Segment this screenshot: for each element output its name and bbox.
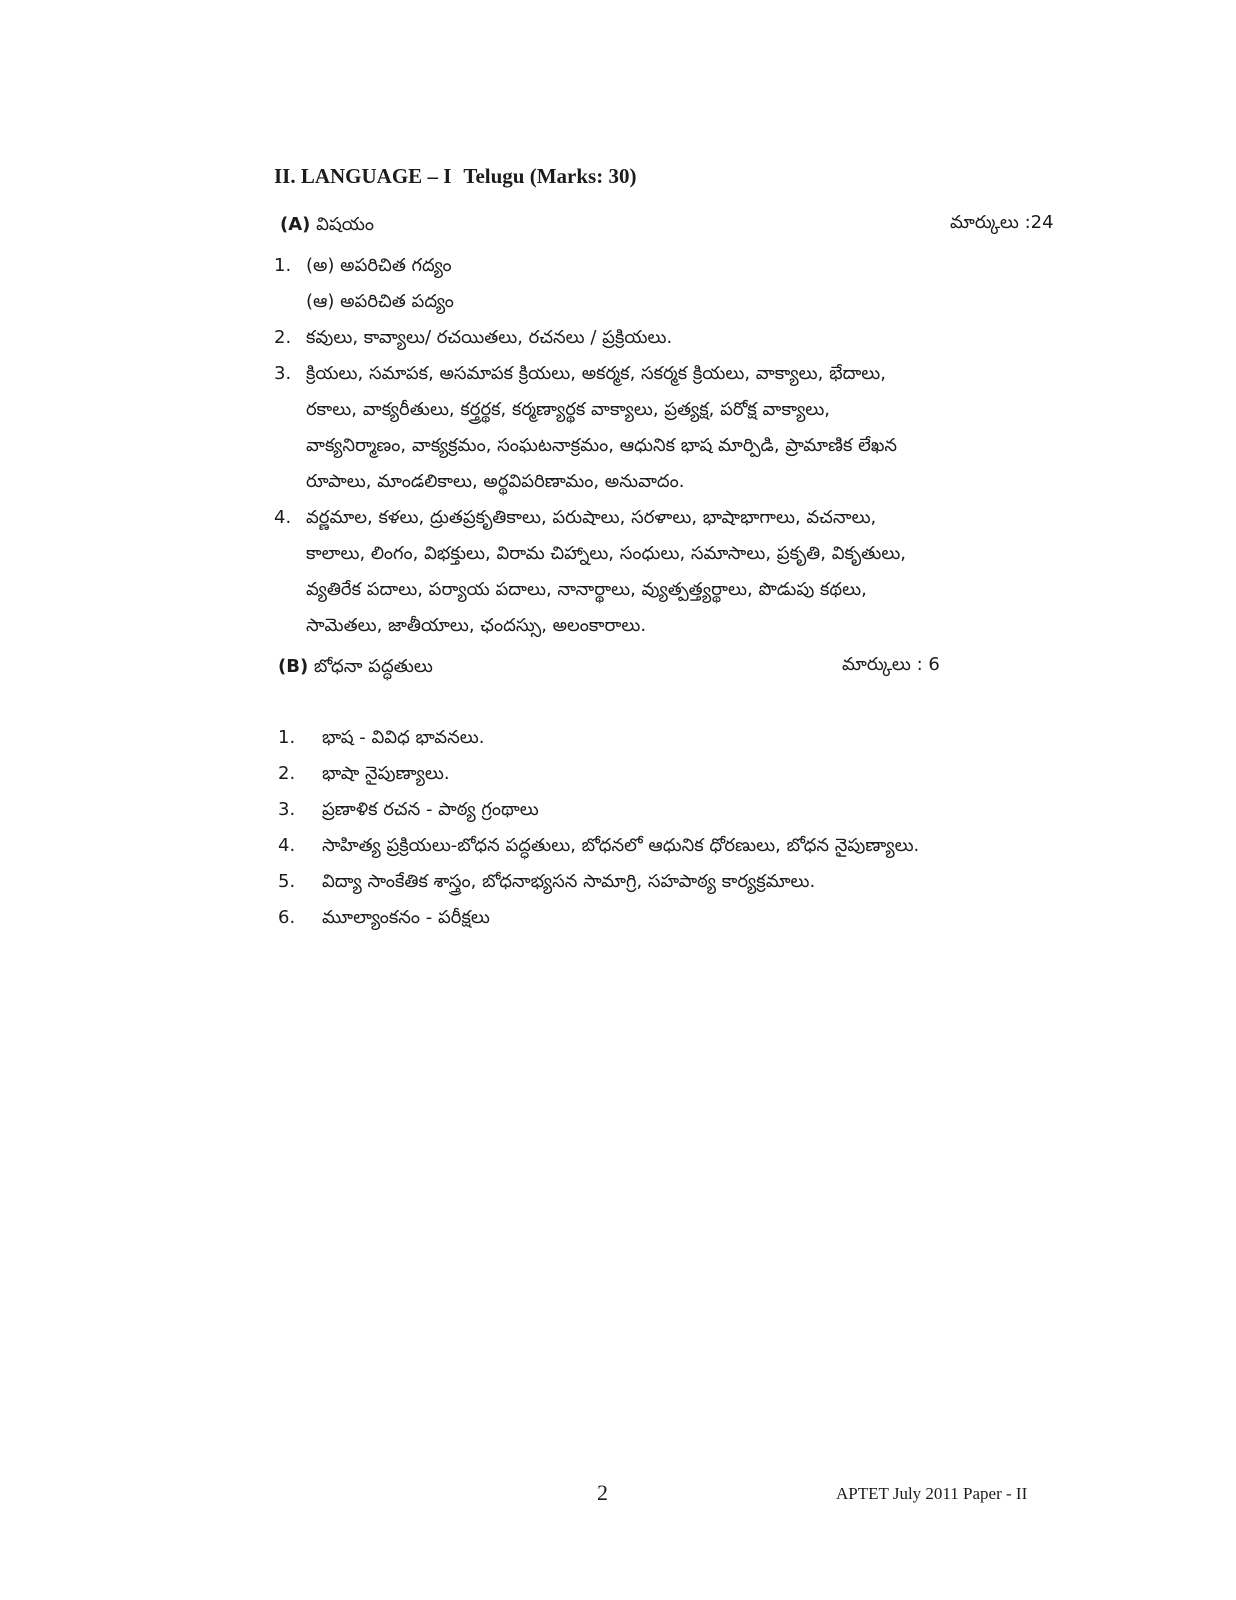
item-line: కాలాలు, లింగం, విభక్తులు, విరామ చిహ్నాలు, సంధులు, సమాసాలు, ప్రకృతి, వికృతులు, (306, 543, 907, 564)
list-item (278, 828, 1078, 864)
list-item (278, 864, 1078, 900)
item-line: రూపాలు, మాండలికాలు, అర్థవిపరిణామం, అనువాదం. (306, 471, 685, 492)
item-line: (అ) అపరిచిత గద్యం (306, 255, 452, 276)
section-a-heading (280, 214, 374, 239)
section-b-heading (278, 656, 433, 681)
item-line: రకాలు, వాక్యరీతులు, కర్త్రర్థక, కర్మణ్యార్థక వాక్యాలు, ప్రత్యక్ష, పరోక్ష వాక్యాలు, (306, 399, 831, 420)
item-number: 4. (278, 835, 296, 856)
section-a-marks: మార్కులు :24 (950, 212, 1054, 233)
item-line: క్రియలు, సమాపక, అసమాపక క్రియలు, అకర్మక, సకర్మక క్రియలు, వాక్యాలు, భేదాలు, (306, 363, 887, 384)
section-b-title: బోధనా పద్ధతులు (313, 656, 433, 677)
heading-subject: Telugu (Marks: 30) (463, 164, 637, 188)
item-text: సాహిత్య ప్రక్రియలు-బోధన పద్ధతులు, బోధనలో ఆధునిక ధోరణులు, బోధన నైపుణ్యాలు. (322, 835, 920, 856)
item-line: వర్ణమాల, కళలు, ద్రుతప్రకృతికాలు, పరుషాలు, సరళాలు, భాషాభాగాలు, వచనాలు, (306, 507, 877, 528)
section-a-list (274, 248, 1064, 644)
item-text: భాష - వివిధ భావనలు. (322, 727, 485, 748)
item-number: 2. (278, 763, 296, 784)
item-number: 1. (274, 255, 292, 276)
section-b-marks: మార్కులు : 6 (842, 654, 940, 675)
item-line: వ్యతిరేక పదాలు, పర్యాయ పదాలు, నానార్థాలు, వ్యుత్పత్త్యర్థాలు, పొడుపు కథలు, (306, 579, 867, 600)
list-item (278, 756, 1078, 792)
heading-section: II. LANGUAGE – I (274, 164, 452, 188)
page-number: 2 (597, 1480, 608, 1505)
list-item (274, 500, 1064, 644)
list-item (274, 320, 1064, 356)
paper-reference: APTET July 2011 Paper - II (836, 1484, 1028, 1503)
item-text: ప్రణాళిక రచన - పాఠ్య గ్రంథాలు (322, 799, 539, 820)
item-text: మూల్యాంకనం - పరీక్షలు (322, 907, 490, 928)
item-text: విద్యా సాంకేతిక శాస్త్రం, బోధనాభ్యసన సామాగ్రి, సహపాఠ్య కార్యక్రమాలు. (322, 871, 816, 892)
list-item (278, 900, 1078, 936)
item-number: 3. (274, 363, 292, 384)
item-number: 3. (278, 799, 296, 820)
item-number: 2. (274, 327, 292, 348)
list-item (278, 720, 1078, 756)
list-item (274, 356, 1064, 500)
item-line: (ఆ) అపరిచిత పద్యం (306, 291, 454, 312)
item-line: సామెతలు, జాతీయాలు, ఛందస్సు, అలంకారాలు. (306, 615, 647, 636)
section-a-title: విషయం (316, 214, 375, 235)
section-b-code: (B) (278, 656, 309, 677)
page-heading (274, 164, 636, 189)
item-number: 5. (278, 871, 296, 892)
item-number: 6. (278, 907, 296, 928)
item-text: భాషా నైపుణ్యాలు. (322, 763, 450, 784)
item-number: 4. (274, 507, 292, 528)
list-item (274, 248, 1064, 320)
item-number: 1. (278, 727, 296, 748)
list-item (278, 792, 1078, 828)
section-a-code: (A) (280, 214, 311, 235)
section-b-list (278, 720, 1078, 936)
item-line: వాక్యనిర్మాణం, వాక్యక్రమం, సంఘటనాక్రమం, ఆధునిక భాష మార్పిడి, ప్రామాణిక లేఖన (306, 435, 898, 456)
item-line: కవులు, కావ్యాలు/ రచయితలు, రచనలు / ప్రక్రియలు. (306, 327, 673, 348)
